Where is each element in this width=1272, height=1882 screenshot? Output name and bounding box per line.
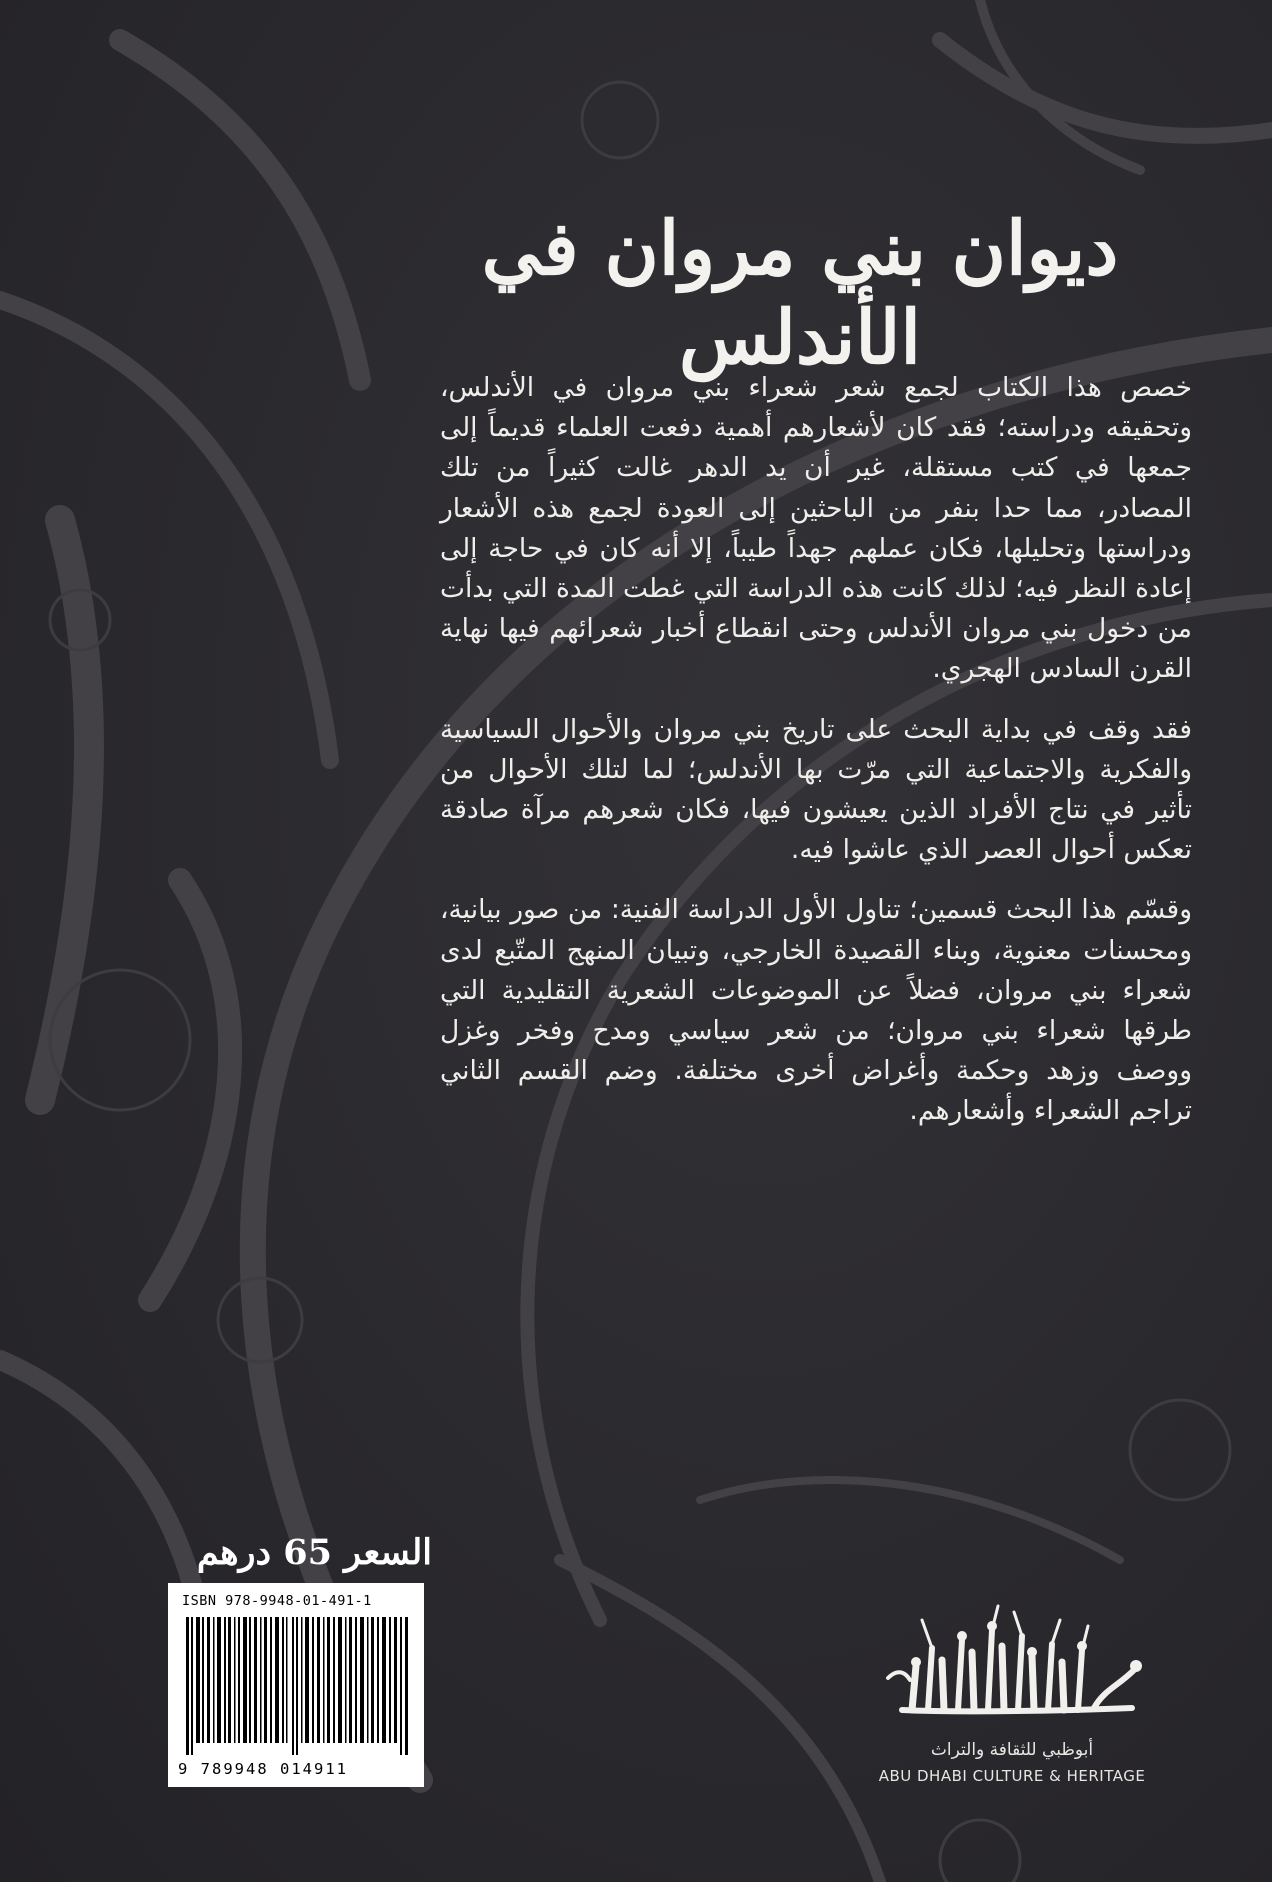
barcode-icon (186, 1617, 408, 1755)
description-paragraph: وقسّم هذا البحث قسمين؛ تناول الأول الدراسة الفنية: من صور بيانية، ومحسنات معنوية، وبناء القصيدة الخارجي، وتبيان المنهج المتّبع لدى شعراء بني مروان، فضلاً عن الموضوعات الشعرية التقليدية التي طرقها شعراء بني مروان؛ من شعر سياسي ومدح وفخر وغزل ووصف وزهد وحكمة وأغراض أخرى مختلفة. وضم القسم الثاني تراجم الشعراء وأشعارهم. (440, 894, 1192, 1127)
publisher-name-english: ABU DHABI CULTURE & HERITAGE (878, 1767, 1146, 1785)
isbn-text: ISBN 978-9948-01-491-1 (182, 1593, 372, 1609)
publisher-name-arabic: أبوظبي للثقافة والتراث (930, 1740, 1094, 1760)
book-title: ديوان بني مروان في الأندلس (481, 206, 1119, 381)
isbn-barcode (168, 1583, 424, 1787)
description-paragraph: فقد وقف في بداية البحث على تاريخ بني مروان والأحوال السياسية والفكرية والاجتماعية التي مرّت بها الأندلس؛ لما لتلك الأحوال من تأثير في نتاج الأفراد الذين يعيشون فيها، فكان شعرهم مرآة صادقة تعكس أحوال العصر الذي عاشوا فيه. (440, 713, 1192, 866)
barcode-digits: 9 789948 014911 (178, 1760, 348, 1778)
book-description (440, 368, 1192, 1152)
description-paragraph: خصص هذا الكتاب لجمع شعر شعراء بني مروان في الأندلس، وتحقيقه ودراسته؛ فقد كان لأشعارهم أهمية دفعت العلماء قديماً إلى جمعها في كتب مستقلة، غير أن يد الدهر غالت كثيراً من تلك المصادر، مما حدا بنفر من الباحثين إلى العودة لجمع هذه الأشعار ودراستها وتحليلها، فكان عملهم جهداً طيباً، إلا أنه كان في حاجة إلى إعادة النظر فيه؛ لذلك كانت هذه الدراسة التي غطت المدة التي بدأت من دخول بني مروان الأندلس وحتى انقطاع أخبار شعرائهم فيها نهاية القرن السادس الهجري. (440, 372, 1192, 685)
price-label: السعر 65 درهم (196, 1532, 432, 1573)
publisher-logo-icon (882, 1600, 1152, 1730)
